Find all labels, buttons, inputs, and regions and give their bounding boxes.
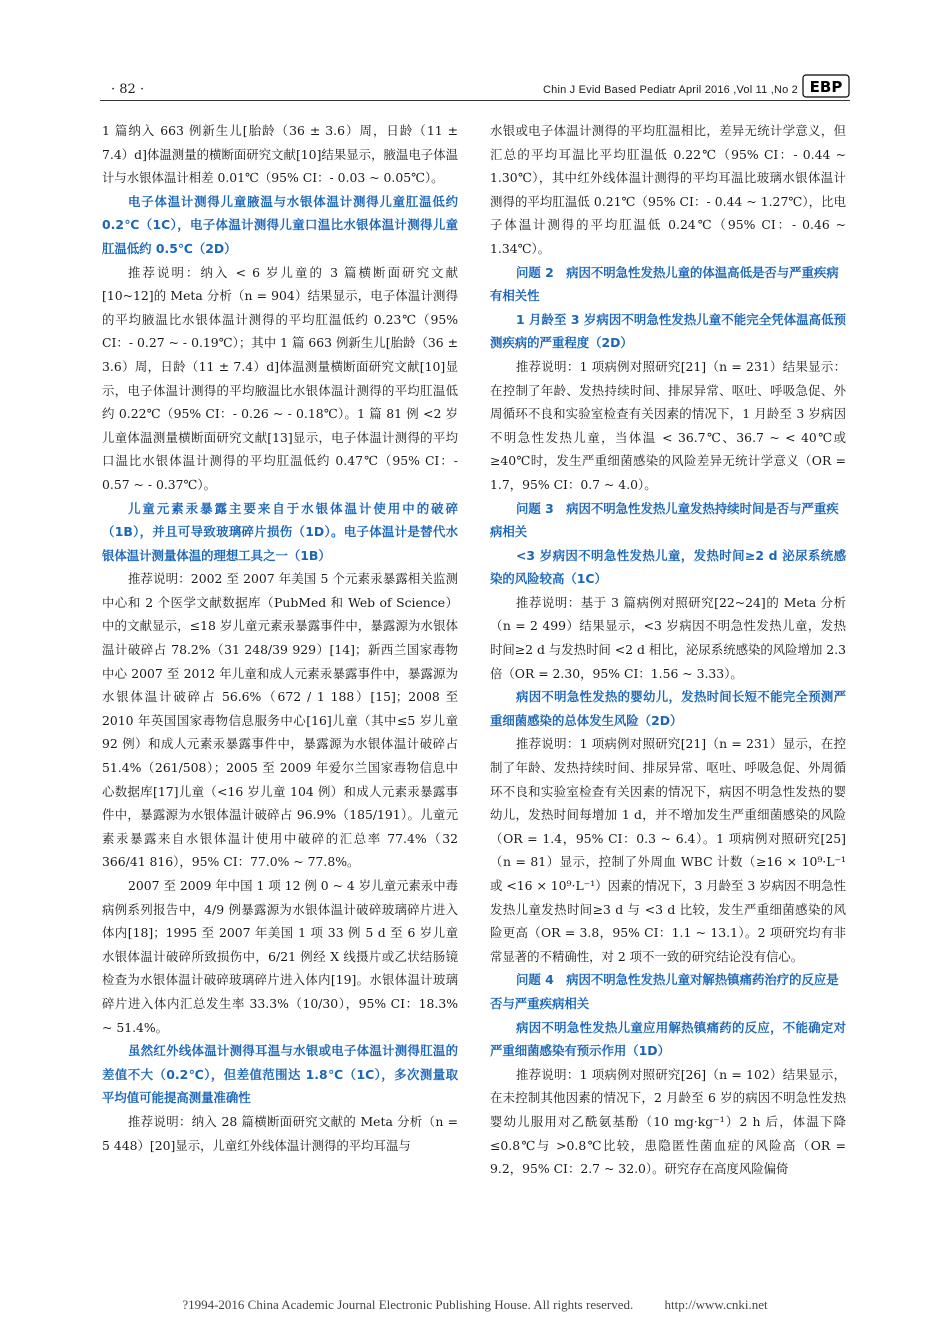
body-paragraph: 1 篇纳入 663 例新生儿[胎龄（36 ± 3.6）周，日龄（11 ± 7.4）d]体温测量的横断面研究文献[10]结果显示，腋温电子体温计与水银体温计相差 0.01℃（95% CI：- 0.03 ~ 0.05℃）。 — [102, 123, 458, 186]
header-rule — [100, 100, 850, 101]
logo-text: EBP — [809, 78, 843, 96]
body-paragraph: 推荐说明：1 项病例对照研究[21]（n = 231）结果显示：在控制了年龄、发热持续时间、排尿异常、呕吐、呼吸急促、外周循环不良和实验室检查有关因素的情况下，1 月龄至 3 岁病因不明急性发热儿童，当体温 < 36.7℃、36.7 ~ < 40℃或≥40℃时，发生严重细菌感染的风险差异无统计学意义（OR = 1.7，95% CI：0.7 ~ 4.0）。 — [490, 358, 846, 492]
body-paragraph: 2007 至 2009 年中国 1 项 12 例 0 ~ 4 岁儿童元素汞中毒病例系列报告中，4/9 例暴露源为水银体温计破碎玻璃碎片进入体内[18]；1995 至 2007 年美国 1 项 33 例 5 d 至 6 岁儿童水银体温计破碎所致损伤中，6/21 例经 X 线摄片或乙状结肠镜检查为水银体温计破碎玻璃碎片进入体内[19]。水银体温计玻璃碎片进入体内汇总发生率 33.3%（10/30），95% CI：18.3% ~ 51.4%。 — [102, 878, 458, 1035]
journal-citation: Chin J Evid Based Pediatr April 2016 ,Vol 11 ,No 2 — [543, 84, 798, 96]
recommendation-heading: 电子体温计测得儿童腋温与水银体温计测得儿童肛温低约 0.2℃（1C），电子体温计测得儿童口温比水银体温计测得儿童肛温低约 0.5℃（2D） — [102, 193, 458, 256]
body-paragraph: 推荐说明：基于 3 篇病例对照研究[22~24]的 Meta 分析（n = 2 499）结果显示，<3 岁病因不明急性发热儿童，发热时间≥2 d 与发热时间 <2 d 相比，泌尿系统感染的风险增加 2.3 倍（OR = 2.30，95% CI：1.56 ~ 3.33）。 — [490, 594, 846, 681]
recommendation-heading: 病因不明急性发热的婴幼儿，发热时间长短不能完全预测严重细菌感染的总体发生风险（2D） — [490, 689, 846, 728]
recommendation-heading: 病因不明急性发热儿童应用解热镇痛药的反应，不能确定对严重细菌感染有预示作用（1D） — [490, 1019, 846, 1059]
website-link[interactable]: http://www.cnki.net — [664, 1297, 768, 1312]
question-heading: 问题 3 病因不明急性发热儿童发热持续时间是否与严重疾病相关 — [490, 500, 839, 540]
recommendation-heading: 儿童元素汞暴露主要来自于水银体温计使用中的破碎（1B），并且可导致玻璃碎片损伤（1D）。电子体温计是替代水银体温计测量体温的理想工具之一（1B） — [102, 500, 458, 563]
recommendation-heading: 虽然红外线体温计测得耳温与水银或电子体温计测得肛温的差值不大（0.2℃），但差值范围达 1.8℃（1C），多次测量取平均值可能提高测量准确性 — [102, 1043, 458, 1106]
left-column — [102, 119, 458, 1157]
body-paragraph: 推荐说明：纳入 < 6 岁儿童的 3 篇横断面研究文献[10~12]的 Meta 分析（n = 904）结果显示，电子体温计测得的平均腋温比水银体温计测得的平均肛温低约 0.23℃（95% CI：- 0.27 ~ - 0.19℃）；其中 1 篇 663 例新生儿[胎龄（36 ± 3.6）周，日龄（11 ± 7.4）d]体温测量横断面研究文献[10]显示，电子体温计测得的平均腋温比水银体温计测得的平均肛温低约 0.22℃（95% CI：- 0.26 ~ - 0.18℃）。1 篇 81 例 <2 岁儿童体温测量横断面研究文献[13]显示，电子体温计测得的平均口温比水银体温计测得的平均肛温低约 0.47℃（95% CI：- 0.57 ~ - 0.37℃）。 — [102, 264, 458, 492]
page-number: · 82 · — [111, 82, 145, 97]
copyright-notice: ?1994-2016 China Academic Journal Electronic Publishing House. All rights reserved. — [182, 1297, 634, 1312]
question-heading: 问题 4 病因不明急性发热儿童对解热镇痛药治疗的反应是否与严重疾病相关 — [490, 972, 839, 1011]
body-paragraph: 水银或电子体温计测得的平均肛温相比，差异无统计学意义，但汇总的平均耳温比平均肛温低 0.22℃（95% CI：- 0.44 ~ 1.30℃），其中红外线体温计测得的平均耳温比玻璃水银体温计测得的平均肛温低 0.21℃（95% CI：- 0.44 ~ 1.27℃），比电子体温计测得的平均肛温低 0.24℃（95% CI：- 0.46 ~ 1.34℃）。 — [490, 123, 846, 256]
recommendation-heading: 1 月龄至 3 岁病因不明急性发热儿童不能完全凭体温高低预测疾病的严重程度（2D） — [490, 311, 846, 351]
journal-logo — [802, 72, 850, 100]
page-footer — [0, 1297, 950, 1313]
body-paragraph: 推荐说明：1 项病例对照研究[26]（n = 102）结果显示，在未控制其他因素的情况下，2 月龄至 6 岁的病因不明急性发热婴幼儿服用对乙酰氨基酚（10 mg·kg⁻¹）2 h 后，体温下降≤0.8℃与 >0.8℃比较，患隐匿性菌血症的风险高（OR = 9.2，95% CI：2.7 ~ 32.0）。研究存在高度风险偏倚 — [490, 1066, 846, 1177]
body-paragraph: 推荐说明：2002 至 2007 年美国 5 个元素汞暴露相关监测中心和 2 个医学文献数据库（PubMed 和 Web of Science）中的文献显示，≤18 岁儿童元素汞暴露事件中，暴露源为水银体温计破碎占 78.2%（31 248/39 929）[14]；新西兰国家毒物中心 2007 至 2012 年儿童和成人元素汞暴露事件中，暴露源为水银体温计破碎占 56.6%（672 / 1 188）[15]；2008 至 2010 年英国国家毒物信息服务中心[16]儿童（其中≤5 岁儿童 92 例）和成人元素汞暴露事件中，暴露源为水银体温计破碎占 51.4%（261/508）；2005 至 2009 年爱尔兰国家毒物信息中心数据库[17]儿童（<16 岁儿童 104 例）和成人元素汞暴露事件中，暴露源为水银体温计破碎占 96.9%（185/191）。儿童元素汞暴露来自水银体温计使用中破碎的汇总率 77.4%（32 366/41 816），95% CI：77.0% ~ 77.8%。 — [102, 571, 458, 870]
right-column — [490, 119, 846, 1181]
question-heading: 问题 2 病因不明急性发热儿童的体温高低是否与严重疾病有相关性 — [490, 264, 839, 304]
body-paragraph: 推荐说明：1 项病例对照研究[21]（n = 231）显示，在控制了年龄、发热持续时间、排尿异常、呕吐、呼吸急促、外周循环不良和实验室检查有关因素的情况下，病因不明急性发热的婴幼儿，发热时间每增加 1 d，并不增加发生严重细菌感染的风险（OR = 1.4，95% CI：0.3 ~ 6.4）。1 项病例对照研究[25]（n = 81）显示，控制了外周血 WBC 计数（≥16 × 10⁹·L⁻¹或 <16 × 10⁹·L⁻¹）因素的情况下，3 月龄至 3 岁病因不明急性发热儿童发热时间≥3 d 与 <3 d 比较，发生严重细菌感染的风险更高（OR = 3.8，95% CI：1.1 ~ 13.1）。2 项研究均有非常显著的不精确性，对 2 项不一致的研究结论没有信心。 — [490, 736, 846, 964]
page-header — [0, 0, 950, 110]
body-paragraph: 推荐说明：纳入 28 篇横断面研究文献的 Meta 分析（n = 5 448）[20]显示，儿童红外线体温计测得的平均耳温与 — [102, 1113, 458, 1153]
recommendation-heading: <3 岁病因不明急性发热儿童，发热时间≥2 d 泌尿系统感染的风险较高（1C） — [490, 547, 846, 587]
